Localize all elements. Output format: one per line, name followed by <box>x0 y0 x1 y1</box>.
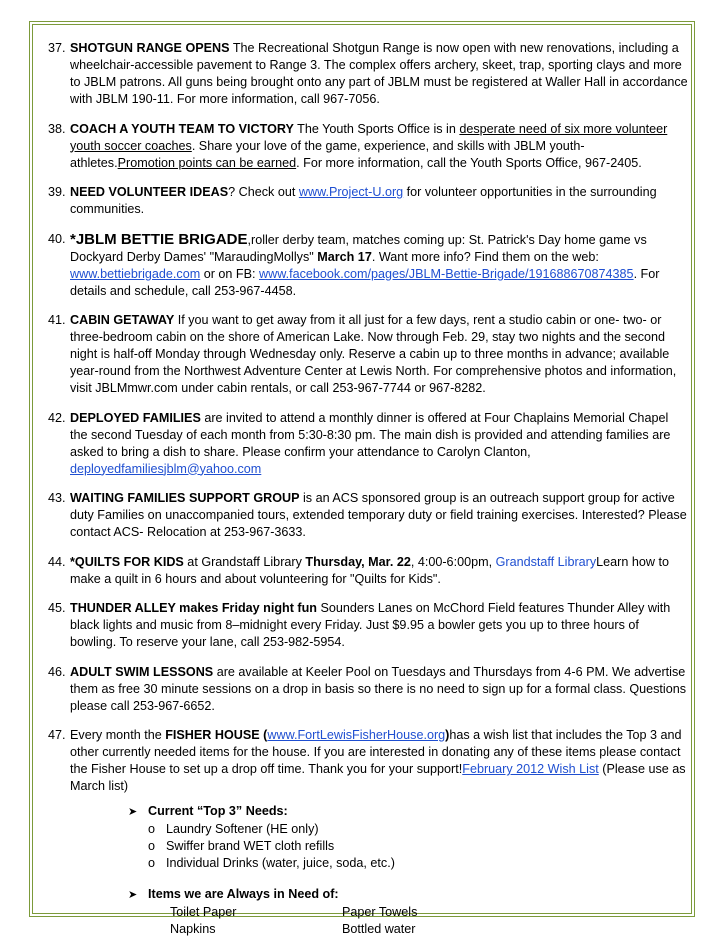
list-item: Individual Drinks (water, juice, soda, etc.) <box>166 856 395 870</box>
item-text: Every month the <box>70 728 166 742</box>
event-date: March 17 <box>317 249 372 264</box>
item-title: ) <box>445 728 450 742</box>
arrow-bullet-icon: ➤ <box>128 889 138 901</box>
item-text: or on FB: <box>200 266 259 281</box>
item-number: 41. <box>48 313 66 327</box>
list-item: Swiffer brand WET cloth refills <box>166 839 335 853</box>
library-link[interactable]: Grandstaff Library <box>495 554 597 569</box>
top3-heading: Current “Top 3” Needs: <box>148 804 288 818</box>
item-number: 44. <box>48 554 66 569</box>
item-text: (Please use as March list) <box>70 762 686 793</box>
item-text: Learn how to make a quilt in 6 hours and about volunteering for "Quilts for Kids". <box>70 554 669 586</box>
item-title: DEPLOYED FAMILIES <box>70 410 201 425</box>
circle-bullet-icon: o <box>148 856 156 870</box>
item-text: Sounders Lanes on McChord Field features Thunder Alley with black lights and music from 8–midnight every Friday. Just $9.95 a bowler gets you up to three hours of bowling. To reserve your lane, call 253-982-5954. <box>70 601 671 649</box>
list-item: Laundry Softener (HE only) <box>166 822 319 836</box>
list-item <box>48 40 688 108</box>
item-number: 45. <box>48 601 66 615</box>
project-u-link[interactable]: www.Project-U.org <box>298 185 404 199</box>
underlined-text: desperate need of six more volunteer youth soccer coaches <box>70 121 668 153</box>
list-item <box>48 312 688 397</box>
item-title: NEED VOLUNTEER IDEAS <box>70 185 229 199</box>
item-text: . Want more info? Find them on the web: <box>371 249 599 264</box>
wish-list-link[interactable]: February 2012 Wish List <box>462 762 599 776</box>
item-text: If you want to get away from it all just for a few days, rent a studio cabin or one- two- or three-bedroom cabin on the shore of American Lake. Now through Feb. 29, stay two nights and the second night is half-off Monday through Wednesday only. Reserve a cabin up to three months in advance; available year-round from the Northwest Adventure Center at Lewis North. For comprehensive photos and information, visit JBLMmwr.com under cabin rentals, or call 253-967-7744 or 967-8282. <box>70 313 677 395</box>
always-heading: Items we are Always in Need of: <box>148 887 339 901</box>
item-title: COACH A YOUTH TEAM TO VICTORY <box>70 121 294 136</box>
underlined-text: Promotion points can be earned <box>117 155 297 170</box>
item-title: WAITING FAMILIES SUPPORT GROUP <box>70 491 300 505</box>
arrow-bullet-icon: ➤ <box>128 806 138 818</box>
always-needs <box>128 886 688 938</box>
list-item <box>48 410 688 478</box>
list-item <box>48 490 688 541</box>
list-item: Bottled water <box>342 922 416 936</box>
fisher-house-link[interactable]: www.FortLewisFisherHouse.org <box>267 728 446 742</box>
item-text: . For details and schedule, call 253-967-4458. <box>70 266 660 298</box>
item-title: CABIN GETAWAY <box>70 313 175 327</box>
list-item: Paper Towels <box>342 905 418 919</box>
item-title: SHOTGUN RANGE OPENS <box>70 41 230 55</box>
bulletin-list <box>48 40 688 938</box>
event-date: Thursday, Mar. 22 <box>305 554 411 569</box>
facebook-link[interactable]: www.facebook.com/pages/JBLM-Bettie-Brigade/191688670874385 <box>259 266 634 281</box>
list-item <box>48 231 688 300</box>
list-item <box>48 727 688 795</box>
item-text: ,roller derby team, matches coming up: St. Patrick's Day home game vs Dockyard Derby Dames' "MaraudingMollys" <box>70 232 647 264</box>
item-title: ADULT SWIM LESSONS <box>70 664 214 679</box>
item-text: are available at Keeler Pool on Tuesdays and Thursdays from 4-6 PM. We advertise them as free 30 minute sessions on a drop in basis so there is no need to sign up for a formal class. Questions please call 253-967-6652. <box>70 664 687 713</box>
item-text: for volunteer opportunities in the surrounding communities. <box>70 185 657 216</box>
item-text: The Recreational Shotgun Range is now open with new renovations, including a wheelchair-accessible pavement to Range 3. The complex offers archery, skeet, trap, sporting clays and more to JBLM patrons. All guns being brought onto any part of JBLM must be registered at Waller Hall in accordance with JBLM 190-11. For more information, call 967-7056. <box>70 41 688 106</box>
item-text: . For more information, call the Youth Sports Office, 967-2405. <box>296 155 642 170</box>
item-number: 40. <box>48 231 66 246</box>
list-item <box>48 600 688 651</box>
list-item <box>48 554 688 588</box>
item-number: 47. <box>48 728 66 742</box>
item-text: has a wish list that includes the Top 3 and other currently needed items for the house. If you are interested in donating any of these items please contact the Fisher House to set up a drop off time. Thank you for your support! <box>70 728 682 776</box>
item-number: 38. <box>48 121 66 136</box>
item-text: are invited to attend a monthly dinner is offered at Four Chaplains Memorial Chapel the second Tuesday of each month from 5:30-8:30 pm. The main dish is provided and attending families are asked to bring a dish to share. Please confirm your attendance to Carolyn Clanton, <box>70 410 671 459</box>
item-number: 46. <box>48 664 66 679</box>
email-link[interactable]: deployedfamiliesjblm@yahoo.com <box>70 461 262 476</box>
item-text: . Share your love of the game, experience, and skills with JBLM youth-athletes. <box>70 138 585 170</box>
item-text: ? Check out <box>228 185 299 199</box>
list-item <box>48 121 688 172</box>
list-item: Toilet Paper <box>170 905 237 919</box>
circle-bullet-icon: o <box>148 839 156 853</box>
circle-bullet-icon: o <box>148 822 156 836</box>
item-title: *JBLM BETTIE BRIGADE <box>70 230 248 248</box>
list-item: Napkins <box>170 922 216 936</box>
item-text: is an ACS sponsored group is an outreach support group for active duty Families on unaccompanied tours, extended temporary duty or field training exercises. Interested? Please contact ACS- Relocation at 253-967-3633. <box>70 491 687 539</box>
item-text: The Youth Sports Office is in <box>293 121 460 136</box>
item-text: at Grandstaff Library <box>183 554 306 569</box>
item-number: 42. <box>48 410 66 425</box>
list-item <box>48 664 688 715</box>
item-number: 39. <box>48 185 66 199</box>
item-number: 37. <box>48 41 66 55</box>
item-title: FISHER HOUSE ( <box>165 728 268 742</box>
item-text: , 4:00-6:00pm, <box>410 554 496 569</box>
list-item <box>48 184 688 218</box>
item-title: THUNDER ALLEY makes Friday night fun <box>70 601 318 615</box>
top3-needs <box>128 803 688 872</box>
item-number: 43. <box>48 491 66 505</box>
bettiebrigade-link[interactable]: www.bettiebrigade.com <box>70 266 201 281</box>
item-title: *QUILTS FOR KIDS <box>70 554 184 569</box>
